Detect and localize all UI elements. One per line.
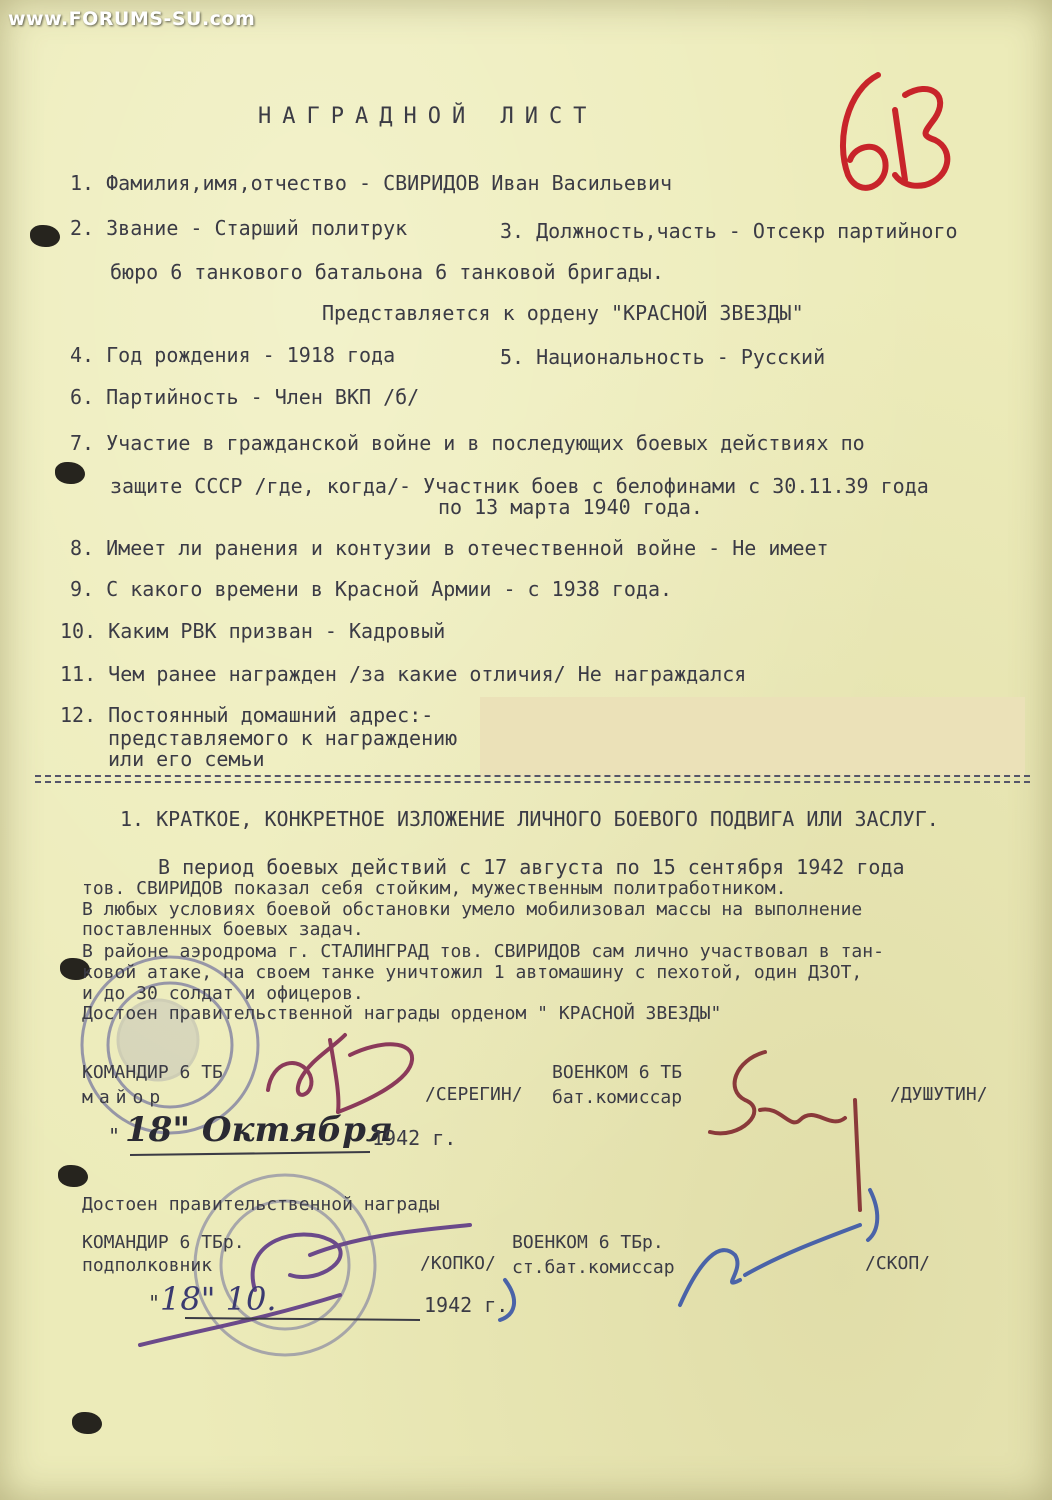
field-7-combat: 7. Участие в гражданской войне и в последующих боевых действиях по [70,431,865,455]
field-7-combat-cont: защите СССР /где, когда/- Участник боев с белофинами с 30.11.39 года [110,474,929,498]
date-underline-1 [130,1152,370,1155]
field-2-rank: 2. Звание - Старший политрук [70,216,408,240]
signature-dushutin [710,1052,860,1210]
narrative-line: поставленных боевых задач. [82,919,364,940]
punch-hole [55,462,85,484]
award-nomination: Представляется к ордену "КРАСНОЙ ЗВЕЗДЫ" [322,301,804,325]
narrative-line: В районе аэродрома г. СТАЛИНГРАД тов. СВИРИДОВ сам лично участвовал в тан- [82,941,884,962]
signature-seregin [268,1035,412,1112]
commander-rank: майор [82,1087,167,1108]
commissar-rank: бат.комиссар [552,1087,683,1108]
commander-title: КОМАНДИР 6 ТБ [82,1062,223,1083]
field-7-combat-dates: по 13 марта 1940 года. [438,495,703,519]
punch-hole [30,225,60,247]
field-9-service-since: 9. С какого времени в Красной Армии - с 1938 года. [70,577,673,601]
field-3-position-cont: бюро 6 танкового батальона 6 танковой бригады. [110,260,664,284]
field-12-address-cont: представляемого к награждению [108,726,458,750]
commissar-title: ВОЕНКОМ 6 ТБ [552,1062,683,1083]
date-quote: " [108,1124,121,1148]
field-4-birth-year: 4. Год рождения - 1918 года [70,343,396,367]
field-10-draft-office: 10. Каким РВК призван - Кадровый [60,619,446,643]
commander-name: /СЕРЕГИН/ [425,1084,523,1105]
field-8-wounds: 8. Имеет ли ранения и контузии в отечественной войне - Не имеет [70,536,829,560]
approval-heading: Достоен правительственной награды [82,1194,440,1215]
narrative-line: ковой атаке, на своем танке уничтожил 1 автомашину с пехотой, один ДЗОТ, [82,962,863,983]
date-handwritten: 18" Октября [125,1110,393,1150]
divider-line [35,781,1030,783]
narrative-line: В любых условиях боевой обстановки умело мобилизовал массы на выполнение [82,899,863,920]
commissar2-rank: ст.бат.комиссар [512,1257,675,1278]
document-title: НАГРАДНОЙ ЛИСТ [258,104,598,129]
commissar2-title: ВОЕНКОМ 6 ТБр. [512,1232,664,1253]
date2-handwritten: 18" 10. [160,1280,277,1318]
field-1-name: 1. Фамилия,имя,отчество - СВИРИДОВ Иван Васильевич [70,171,673,195]
date-underline-2 [185,1318,420,1320]
commander2-rank: подполковник [82,1255,213,1276]
field-12-address: 12. Постоянный домашний адрес:- [60,703,434,727]
punch-hole [72,1412,102,1434]
commander2-name: /КОПКО/ [420,1253,496,1274]
narrative-line: тов. СВИРИДОВ показал себя стойким, мужественным политработником. [82,878,787,899]
date-year: 1942 г. [372,1126,457,1150]
commissar-name: /ДУШУТИН/ [890,1084,988,1105]
narrative-line: В период боевых действий с 17 августа по 15 сентября 1942 года [158,855,905,879]
date2-quote: " [148,1291,161,1315]
field-3-position: 3. Должность,часть - Отсекр партийного [500,219,958,243]
punch-hole [58,1165,88,1187]
divider-line [35,775,1030,777]
narrative-line: и до 30 солдат и офицеров. [82,983,364,1004]
date2-year: 1942 г. [424,1293,509,1317]
field-5-nationality: 5. Национальность - Русский [500,345,826,369]
narrative-line: Достоен правительственной награды орденом " КРАСНОЙ ЗВЕЗДЫ" [82,1003,722,1024]
signature-skop [500,1190,877,1320]
field-11-previous-awards: 11. Чем ранее награжден /за какие отличия/ Не награждался [60,662,747,686]
section-title: 1. КРАТКОЕ, КОНКРЕТНОЕ ИЗЛОЖЕНИЕ ЛИЧНОГО БОЕВОГО ПОДВИГА ИЛИ ЗАСЛУГ. [120,807,939,831]
commissar2-name: /СКОП/ [865,1253,931,1274]
commander2-title: КОМАНДИР 6 ТБр. [82,1232,245,1253]
redacted-address [480,697,1025,777]
field-12-address-cont2: или его семьи [108,747,265,771]
field-6-party: 6. Партийность - Член ВКП /б/ [70,385,420,409]
watermark: www.FORUMS-SU.com [8,8,256,30]
document-number-613 [843,75,947,188]
